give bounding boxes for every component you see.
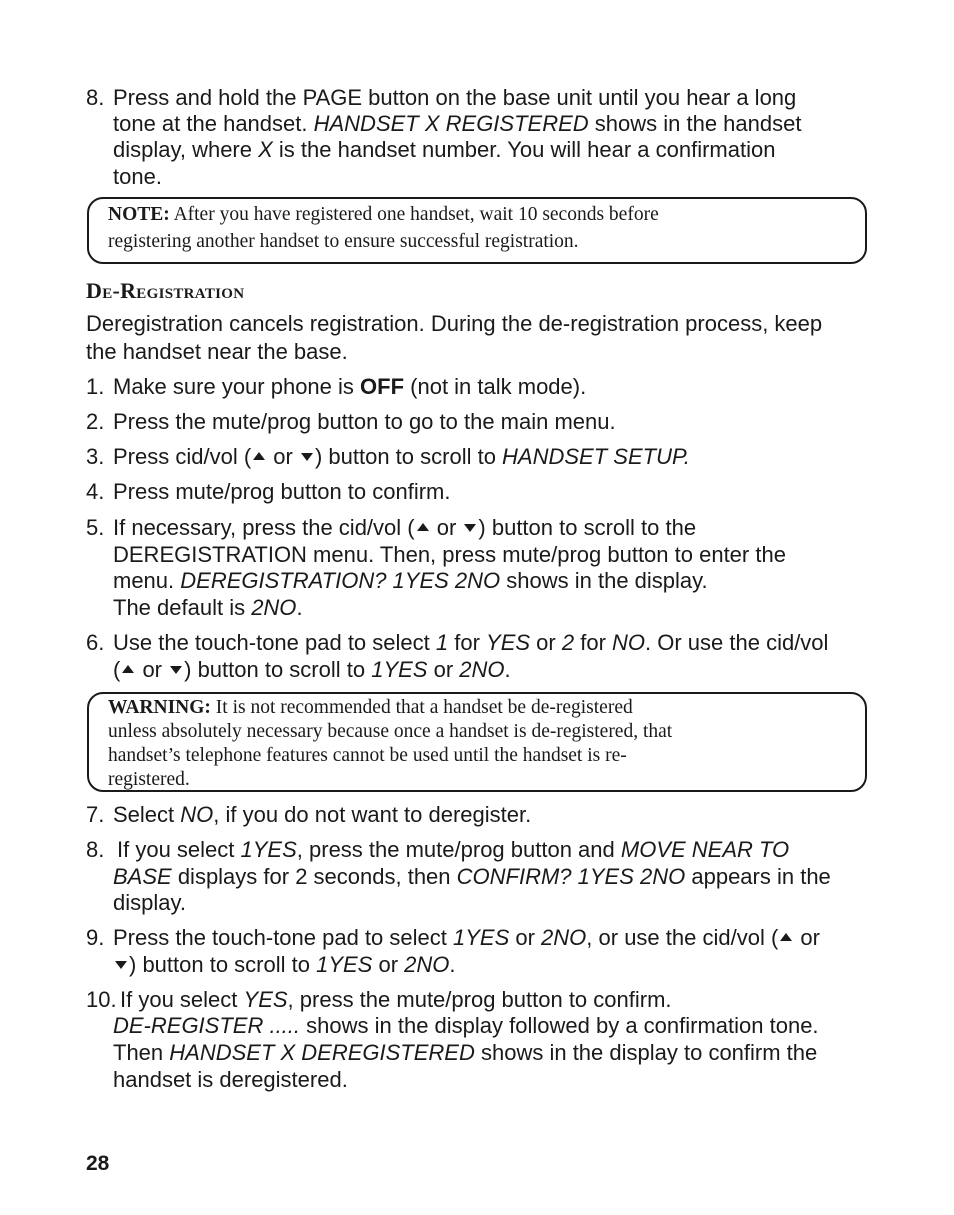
note-text: registering another handset to ensure successful registration. — [108, 231, 579, 252]
step-text: If you select 1YES, press the mute/prog button and MOVE NEAR TO — [117, 837, 790, 862]
note-text: NOTE: After you have registered one handset, wait 10 seconds before — [108, 204, 659, 225]
up-arrow-icon — [253, 452, 265, 460]
step-number: 7. — [86, 802, 105, 827]
up-arrow-icon — [780, 933, 792, 941]
step-text: display. — [113, 890, 186, 915]
down-arrow-icon — [464, 524, 476, 532]
up-arrow-icon — [417, 523, 429, 531]
step-text: menu. DEREGISTRATION? 1YES 2NO shows in the display. — [113, 568, 708, 593]
step-text: tone. — [113, 164, 162, 189]
step-text: handset is deregistered. — [113, 1067, 348, 1092]
step-number: 6. — [86, 630, 105, 655]
step-text: DEREGISTRATION menu. Then, press mute/prog button to enter the — [113, 542, 786, 567]
step-text: tone at the handset. HANDSET X REGISTERED shows in the handset — [113, 111, 802, 136]
step-number: 3. — [86, 444, 105, 469]
step-number: 4. — [86, 479, 105, 504]
step-text: Press the mute/prog button to go to the main menu. — [113, 409, 616, 434]
step-number: 1. — [86, 374, 105, 399]
step-number: 2. — [86, 409, 105, 434]
step-number: 10. — [86, 987, 117, 1012]
step-text: The default is 2NO. — [113, 595, 303, 620]
step-text: Then HANDSET X DEREGISTERED shows in the display to confirm the — [113, 1040, 818, 1065]
step-text: Press and hold the PAGE button on the base unit until you hear a long — [113, 85, 797, 110]
step-text: DE-REGISTER ..... shows in the display followed by a confirmation tone. — [113, 1013, 819, 1038]
down-arrow-icon — [115, 961, 127, 969]
step-text: BASE displays for 2 seconds, then CONFIRM? 1YES 2NO appears in the — [113, 864, 831, 889]
page-number: 28 — [86, 1152, 110, 1175]
step-text: ( or ) button to scroll to 1YES or 2NO. — [113, 657, 511, 682]
step-number: 5. — [86, 515, 105, 540]
step-number: 8. — [86, 85, 105, 110]
warning-text: unless absolutely necessary because once a handset is de-registered, that — [108, 721, 673, 742]
warning-text: registered. — [108, 769, 190, 790]
intro-text: Deregistration cancels registration. During the de-registration process, keep — [86, 311, 823, 336]
step-text: Make sure your phone is OFF (not in talk mode). — [113, 374, 587, 399]
step-text: Press mute/prog button to confirm. — [113, 479, 451, 504]
step-number: 9. — [86, 925, 105, 950]
down-arrow-icon — [301, 453, 313, 461]
warning-text: WARNING: It is not recommended that a handset be de-registered — [108, 697, 633, 718]
down-arrow-icon — [170, 666, 182, 674]
step-text: If necessary, press the cid/vol ( or ) button to scroll to the — [113, 515, 697, 540]
step-text: Select NO, if you do not want to deregister. — [113, 802, 532, 827]
step-text: Use the touch-tone pad to select 1 for YES or 2 for NO. Or use the cid/vol — [113, 630, 829, 655]
step-text: ) button to scroll to 1YES or 2NO. — [113, 951, 456, 978]
warning-text: handset’s telephone features cannot be used until the handset is re- — [108, 745, 627, 766]
intro-text: the handset near the base. — [86, 339, 348, 364]
step-number: 8. — [86, 837, 105, 862]
step-text: display, where X is the handset number. You will hear a confirmation — [113, 137, 776, 162]
up-arrow-icon — [122, 665, 134, 673]
step-text: If you select YES, press the mute/prog button to confirm. — [120, 987, 672, 1012]
step-text: Press the touch-tone pad to select 1YES or 2NO, or use the cid/vol ( or — [113, 925, 820, 950]
step-text: Press cid/vol ( or ) button to scroll to HANDSET SETUP. — [113, 444, 690, 469]
section-heading: De-Registration — [86, 278, 245, 303]
